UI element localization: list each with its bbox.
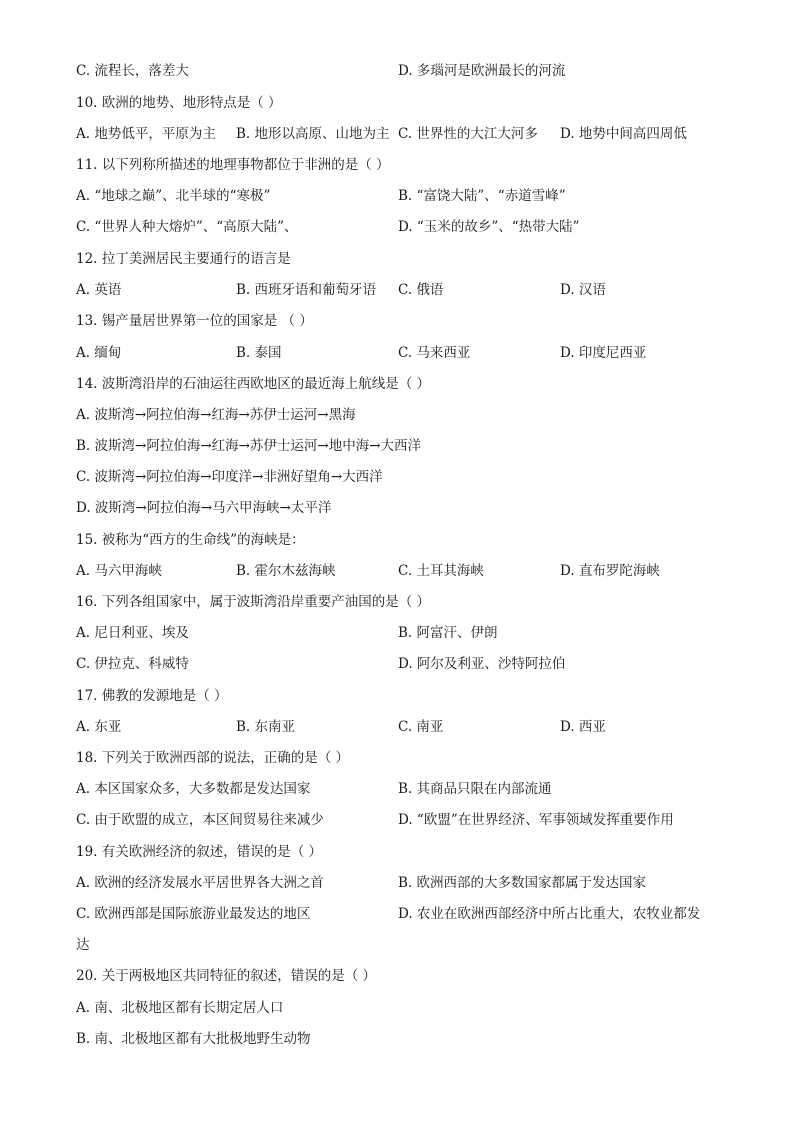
- answer-option: A. 欧洲的经济发展水平居世界各大洲之首: [76, 875, 324, 891]
- answer-option: C. 伊拉克、科威特: [76, 656, 189, 672]
- answer-option: D. 阿尔及利亚、沙特阿拉伯: [398, 656, 566, 672]
- answer-option: B. 南、北极地区都有大批极地野生动物: [76, 1031, 311, 1047]
- answer-option: A. 东亚: [76, 719, 122, 735]
- answer-option: A. 缅甸: [76, 345, 122, 361]
- question-text: 13. 锡产量居世界第一位的国家是 （ ）: [76, 313, 313, 329]
- answer-option: B. 欧洲西部的大多数国家都属于发达国家: [398, 875, 647, 891]
- answer-option: C. 流程长，落差大: [76, 63, 189, 79]
- answer-option: B. 东南亚: [236, 719, 296, 735]
- answer-option: A. 波斯湾→阿拉伯海→红海→苏伊士运河→黑海: [76, 407, 356, 423]
- answer-option: D. 多瑙河是欧洲最长的河流: [398, 63, 566, 79]
- answer-option: B. 泰国: [236, 345, 282, 361]
- question-text: 16. 下列各组国家中，属于波斯湾沿岸重要产油国的是（ ）: [76, 594, 431, 610]
- answer-option: A. 尼日利亚、埃及: [76, 625, 189, 641]
- answer-option: C. 波斯湾→阿拉伯海→印度洋→非洲好望角→大西洋: [76, 469, 383, 485]
- answer-option: C. 南亚: [398, 719, 444, 735]
- answer-option: C. 世界性的大江大河多: [398, 126, 538, 142]
- answer-option: B. 波斯湾→阿拉伯海→红海→苏伊士运河→地中海→大西洋: [76, 438, 422, 454]
- question-text: 12. 拉丁美洲居民主要通行的语言是: [76, 251, 291, 267]
- answer-option: A. 本区国家众多，大多数都是发达国家: [76, 781, 311, 797]
- answer-option: D. 地势中间高四周低: [560, 126, 687, 142]
- answer-option: A. “地球之巅”、北半球的“寒极”: [76, 188, 271, 204]
- answer-option: C. 欧洲西部是国际旅游业最发达的地区: [76, 906, 311, 922]
- answer-option: D. 西亚: [560, 719, 606, 735]
- question-text: 14. 波斯湾沿岸的石油运往西欧地区的最近海上航线是（ ）: [76, 376, 431, 392]
- answer-option: B. 地形以高原、山地为主: [236, 126, 390, 142]
- answer-option: C. 土耳其海峡: [398, 563, 484, 579]
- question-text: 19. 有关欧洲经济的叙述，错误的是（ ）: [76, 844, 323, 860]
- answer-option: D. 农业在欧洲西部经济中所占比重大，农牧业都发: [398, 906, 701, 922]
- answer-option: B. 霍尔木兹海峡: [236, 563, 336, 579]
- answer-option: C. 马来西亚: [398, 345, 471, 361]
- answer-option: C. 由于欧盟的成立，本区间贸易往来减少: [76, 812, 324, 828]
- question-text: 10. 欧洲的地势、地形特点是（ ）: [76, 95, 282, 111]
- answer-option: D. 波斯湾→阿拉伯海→马六甲海峡→太平洋: [76, 500, 332, 516]
- question-text: 17. 佛教的发源地是（ ）: [76, 688, 228, 704]
- answer-option: D. “欧盟”在世界经济、军事领域发挥重要作用: [398, 812, 674, 828]
- answer-option: A. 南、北极地区都有长期定居人口: [76, 1000, 284, 1016]
- question-text: 18. 下列关于欧洲西部的说法，正确的是（ ）: [76, 750, 350, 766]
- answer-option: B. 其商品只限在内部流通: [398, 781, 552, 797]
- answer-option: B. “富饶大陆”、“赤道雪峰”: [398, 188, 566, 204]
- question-text: 20. 关于两极地区共同特征的叙述，错误的是（ ）: [76, 968, 377, 984]
- answer-option: A. 地势低平，平原为主: [76, 126, 216, 142]
- answer-option: D. 印度尼西亚: [560, 345, 647, 361]
- answer-option: D. “玉米的故乡”、“热带大陆”: [398, 219, 580, 235]
- question-text: 达: [76, 937, 90, 953]
- question-text: 11. 以下列称所描述的地理事物都位于非洲的是（ ）: [76, 157, 390, 173]
- question-text: 15. 被称为“西方的生命线”的海峡是：: [76, 532, 305, 548]
- answer-option: D. 汉语: [560, 282, 606, 298]
- answer-option: A. 马六甲海峡: [76, 563, 162, 579]
- answer-option: C. “世界人种大熔炉”、“高原大陆”、: [76, 219, 298, 235]
- answer-option: D. 直布罗陀海峡: [560, 563, 660, 579]
- answer-option: A. 英语: [76, 282, 122, 298]
- answer-option: C. 俄语: [398, 282, 444, 298]
- answer-option: B. 西班牙语和葡萄牙语: [236, 282, 377, 298]
- answer-option: B. 阿富汗、伊朗: [398, 625, 498, 641]
